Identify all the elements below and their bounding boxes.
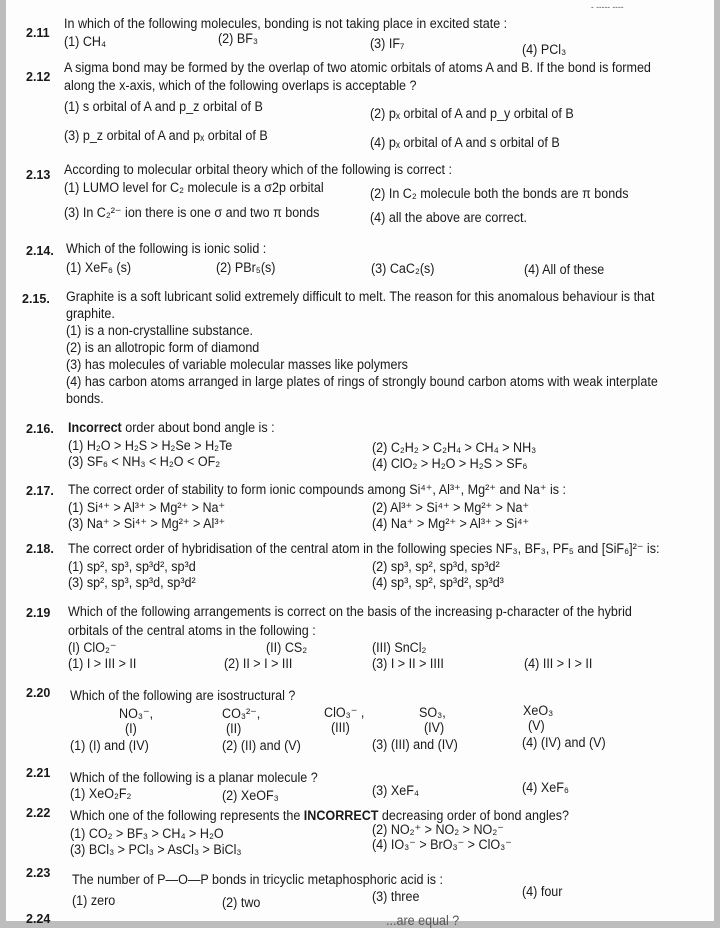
option: (2) II > I > III [224, 656, 293, 671]
question-number: 2.15. [22, 292, 50, 306]
option: (3) In C₂²⁻ ion there is one σ and two π bonds [64, 205, 320, 220]
option: (2) In C₂ molecule both the bonds are π bonds [370, 186, 629, 201]
species-label: (I) [125, 721, 137, 736]
emphasis: INCORRECT [303, 808, 379, 823]
option: (2) pₓ orbital of A and p_y orbital of B [370, 106, 574, 121]
option: (4) III > I > II [524, 656, 593, 671]
option: (3) SF₆ < NH₃ < H₂O < OF₂ [68, 454, 221, 469]
question-text: along the x-axis, which of the following overlaps is acceptable ? [64, 78, 417, 93]
option-continued: bonds. [66, 391, 104, 406]
question-number: 2.17. [26, 484, 54, 498]
option: (2) Al³⁺ > Si⁴⁺ > Mg²⁺ > Na⁺ [372, 500, 530, 515]
option: (4) sp³, sp², sp³d², sp³d³ [372, 575, 504, 590]
option: (4) Na⁺ > Mg²⁺ > Al³⁺ > Si⁴⁺ [372, 516, 530, 531]
option: (4) all the above are correct. [370, 210, 528, 225]
question-text-rest: decreasing order of bond angles? [378, 808, 570, 823]
species: (II) CS₂ [266, 640, 308, 655]
option: (2) PBr₅(s) [216, 260, 276, 275]
option: (4) pₓ orbital of A and s orbital of B [370, 135, 560, 150]
option: (3) has molecules of variable molecular masses like polymers [66, 357, 408, 372]
species: ClO₃⁻ , [324, 705, 365, 720]
question-text: In which of the following molecules, bonding is not taking place in excited state : [64, 16, 508, 31]
option: (3) three [372, 889, 420, 904]
question-text: orbitals of the central atoms in the following : [68, 623, 316, 638]
option: (4) IO₃⁻ > BrO₃⁻ > ClO₃⁻ [372, 837, 512, 852]
question-number: 2.18. [26, 542, 54, 556]
species: (III) SnCl₂ [372, 640, 427, 655]
species-label: (V) [528, 718, 545, 733]
option: (1) sp², sp³, sp³d², sp³d [68, 559, 196, 574]
question-text: Which of the following are isostructural ? [70, 688, 296, 703]
question-text: graphite. [66, 306, 115, 321]
question-text: The number of P—O—P bonds in tricyclic metaphosphoric acid is : [72, 872, 444, 887]
option: (1) CH₄ [64, 34, 107, 49]
option: (4) has carbon atoms arranged in large plates of rings of strongly bound carbon atoms with weak interplate [66, 374, 658, 389]
option: (2) (II) and (V) [222, 738, 301, 753]
option: (4) XeF₆ [522, 780, 569, 795]
question-text: ...are equal ? [386, 913, 460, 928]
document-page [6, 0, 714, 928]
question-number: 2.24 [26, 912, 51, 926]
option: (2) BF₃ [218, 31, 258, 46]
question-text: Which of the following is ionic solid : [66, 241, 267, 256]
option: (3) I > II > IIII [372, 656, 444, 671]
option: (3) IF₇ [370, 36, 405, 51]
option: (1) zero [72, 893, 116, 908]
species: (I) ClO₂⁻ [68, 640, 117, 655]
option: (2) sp³, sp², sp³d, sp³d² [372, 559, 500, 574]
question-text: The correct order of stability to form ionic compounds among Si⁴⁺, Al³⁺, Mg²⁺ and Na⁺ is : [68, 482, 567, 497]
question-text [68, 420, 275, 435]
question-text-rest: order about bond angle is : [121, 420, 275, 435]
question-number: 2.23 [26, 866, 51, 880]
emphasis: Incorrect [68, 420, 122, 435]
option: (3) p_z orbital of A and pₓ orbital of B [64, 128, 268, 143]
question-number: 2.22 [26, 806, 51, 820]
question-number: 2.12 [26, 70, 51, 84]
question-text: A sigma bond may be formed by the overlap of two atomic orbitals of atoms A and B. If the bond is formed [64, 60, 651, 75]
species: SO₃, [419, 705, 446, 720]
question-text-start: Which one of the following represents the [70, 808, 304, 823]
question-text: Which of the following is a planar molecule ? [70, 770, 318, 785]
option: (4) All of these [524, 262, 605, 277]
species: NO₃⁻, [119, 706, 154, 721]
option: (1) s orbital of A and p_z orbital of B [64, 99, 263, 114]
option: (2) NO₂⁺ > NO₂ > NO₂⁻ [372, 822, 504, 837]
species: XeO₃ [523, 703, 554, 718]
question-number: 2.16. [26, 422, 54, 436]
species-label: (II) [226, 721, 242, 736]
option: (1) I > III > II [68, 656, 137, 671]
option: (3) XeF₄ [372, 783, 419, 798]
question-text: According to molecular orbital theory which of the following is correct : [64, 162, 452, 177]
option: (3) CaC₂(s) [371, 261, 435, 276]
option: (1) XeF₆ (s) [66, 260, 132, 275]
question-number: 2.19 [26, 606, 51, 620]
header-marks: - ----- ---- [591, 2, 624, 12]
option: (1) Si⁴⁺ > Al³⁺ > Mg²⁺ > Na⁺ [68, 500, 226, 515]
species: CO₃²⁻, [222, 706, 261, 721]
option: (4) four [522, 884, 563, 899]
question-number: 2.13 [26, 168, 51, 182]
option: (1) (I) and (IV) [70, 738, 149, 753]
question-number: 2.11 [26, 26, 50, 40]
species-label: (IV) [424, 720, 445, 735]
option: (3) BCl₃ > PCl₃ > AsCl₃ > BiCl₃ [70, 842, 242, 857]
question-text: Which of the following arrangements is correct on the basis of the increasing p-character of the hybrid [68, 604, 632, 619]
question-text: Graphite is a soft lubricant solid extremely difficult to melt. The reason for this anomalous behaviour is that [66, 289, 655, 304]
question-text: The correct order of hybridisation of the central atom in the following species NF₃, BF₃, PF₅ and [SiF₆]²⁻ is: [68, 541, 660, 556]
option: (4) (IV) and (V) [522, 735, 606, 750]
option: (3) Na⁺ > Si⁴⁺ > Mg²⁺ > Al³⁺ [68, 516, 226, 531]
question-number: 2.21 [26, 766, 51, 780]
option: (1) LUMO level for C₂ molecule is a σ2p orbital [64, 180, 324, 195]
option: (1) CO₂ > BF₃ > CH₄ > H₂O [70, 826, 224, 841]
option: (1) H₂O > H₂S > H₂Se > H₂Te [68, 438, 233, 453]
option: (2) C₂H₂ > C₂H₄ > CH₄ > NH₃ [372, 440, 537, 455]
option: (4) PCl₃ [522, 42, 567, 57]
species-label: (III) [331, 720, 350, 735]
option: (1) is a non-crystalline substance. [66, 323, 254, 338]
option: (2) XeOF₃ [222, 788, 279, 803]
question-number: 2.14. [26, 244, 54, 258]
option: (2) two [222, 895, 261, 910]
option: (1) XeO₂F₂ [70, 786, 132, 801]
option: (3) (III) and (IV) [372, 737, 458, 752]
question-number: 2.20 [26, 686, 51, 700]
option: (4) ClO₂ > H₂O > H₂S > SF₆ [372, 456, 528, 471]
option: (3) sp², sp³, sp³d, sp³d² [68, 575, 196, 590]
question-text [70, 808, 569, 823]
option: (2) is an allotropic form of diamond [66, 340, 260, 355]
